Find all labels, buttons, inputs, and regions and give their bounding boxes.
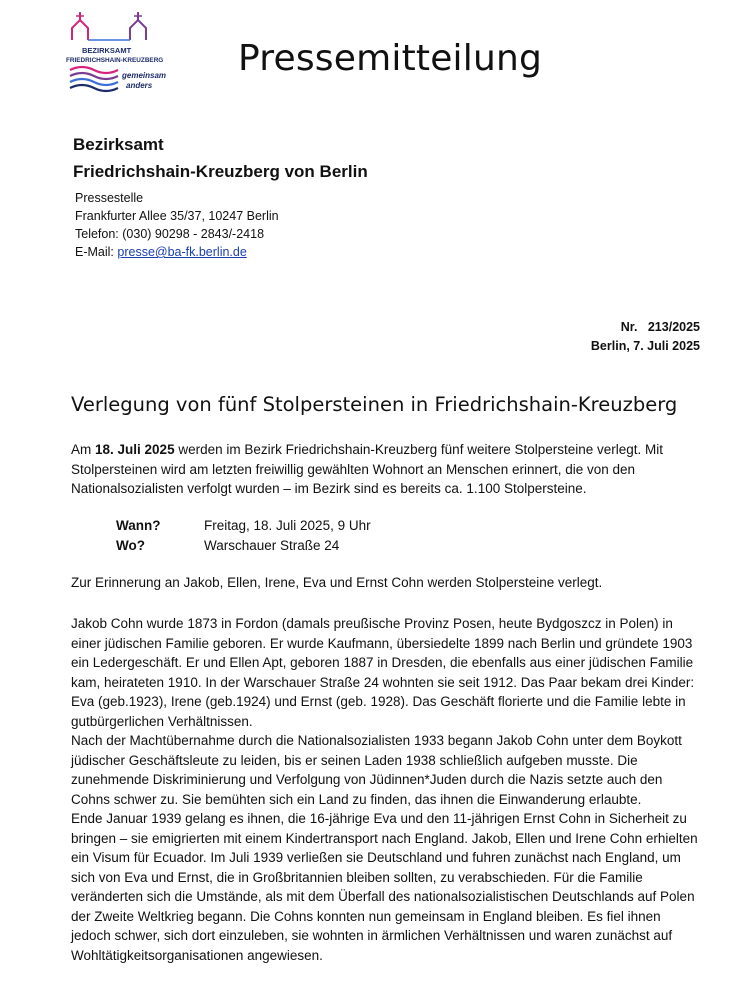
event-when bbox=[116, 516, 371, 536]
email-line bbox=[75, 243, 279, 261]
intro-date: 18. Juli 2025 bbox=[95, 442, 175, 457]
event-where bbox=[116, 536, 371, 556]
logo-motto2: anders bbox=[126, 81, 153, 90]
email-link[interactable]: presse@ba-fk.berlin.de bbox=[117, 245, 247, 259]
biography-paragraph: Nach der Machtübernahme durch die Nationalsozialisten 1933 begann Jakob Cohn unter dem Boykott jüdischer Geschäftsleute zu leiden, bis er seinen Laden 1938 schließlich aufgeben musste. Die zunehmende Diskriminierung und Verfolgung von Jüdinnen*Juden durch die Nazis setzte auch den Cohns schwer zu. Sie bemühten sich ein Land zu finden, das ihnen die Einwanderung erlaubte. bbox=[71, 733, 682, 807]
logo-line2: FRIEDRICHSHAIN-KREUZBERG bbox=[66, 57, 164, 64]
intro-post: werden im Bezirk Friedrichshain-Kreuzberg fünf weitere Stolpersteine verlegt. Mit Stolpersteinen wird am letzten freiwillig gewählten Wohnort an Menschen erinnert, die von den Nationalsozialisten verfolgt wurden – im Bezirk sind es bereits ca. 1.100 Stolpersteine. bbox=[71, 442, 664, 496]
press-office: Pressestelle bbox=[75, 191, 144, 205]
event-when-label: Wann? bbox=[116, 518, 161, 533]
place-date: Berlin, 7. Juli 2025 bbox=[590, 339, 700, 353]
event-details bbox=[116, 516, 371, 556]
logo-line1: BEZIRKSAMT bbox=[82, 46, 132, 55]
event-where-label: Wo? bbox=[116, 538, 145, 553]
address: Frankfurter Allee 35/37, 10247 Berlin bbox=[75, 209, 279, 223]
district-logo-graphic bbox=[62, 6, 180, 102]
organization-line1: Bezirksamt bbox=[73, 135, 164, 154]
contact-block bbox=[75, 189, 279, 261]
remembrance-paragraph: Zur Erinnerung an Jakob, Ellen, Irene, Eva und Ernst Cohn werden Stolpersteine verlegt. bbox=[71, 575, 603, 590]
reference-block bbox=[591, 318, 700, 356]
logo-motto1: gemeinsam bbox=[122, 71, 167, 80]
organization-line2: Friedrichshain-Kreuzberg von Berlin bbox=[73, 162, 368, 181]
phone: Telefon: (030) 90298 - 2843/-2418 bbox=[75, 227, 265, 241]
event-when-value: Freitag, 18. Juli 2025, 9 Uhr bbox=[204, 518, 371, 533]
biography-text bbox=[71, 614, 701, 965]
intro-paragraph bbox=[71, 440, 701, 499]
press-number-value: 213/2025 bbox=[647, 320, 700, 334]
intro-pre: Am bbox=[71, 442, 96, 457]
email-label: E-Mail: bbox=[75, 245, 118, 259]
press-number bbox=[591, 318, 700, 337]
organization-name bbox=[73, 131, 368, 185]
document-title: Pressemitteilung bbox=[238, 38, 543, 79]
headline: Verlegung von fünf Stolpersteinen in Friedrichshain-Kreuzberg bbox=[71, 393, 678, 416]
biography-paragraph: Ende Januar 1939 gelang es ihnen, die 16-jährige Eva und den 11-jährigen Ernst Cohn in Sicherheit zu bringen – sie emigrierten mit einem Kindertransport nach England. Jakob, Ellen und Irene Cohn erhielten ein Visum für Ecuador. Im Juli 1939 verließen sie Deutschland und fuhren zunächst nach England, um sich von Eva und Ernst, die in Großbritannien bleiben sollten, zu verabschieden. Für die Familie veränderten sich die Umstände, als mit dem Überfall des nationalsozialistischen Deutschlands auf Polen der Zweite Weltkrieg begann. Die Cohns konnten nun gemeinsam in England bleiben. Es fiel ihnen jedoch schwer, sich dort einzuleben, sie wohnten in ärmlichen Verhältnissen und waren zunächst auf Wohltätigkeitsorganisationen angewiesen. bbox=[71, 811, 698, 963]
biography-paragraph: Jakob Cohn wurde 1873 in Fordon (damals preußische Provinz Posen, heute Bydgoszcz in Polen) in einer jüdischen Familie geboren. Er wurde Kaufmann, übersiedelte 1899 nach Berlin und gründete 1903 ein Ledergeschäft. Er und Ellen Apt, geboren 1887 in Dresden, die ebenfalls aus einer jüdischen Familie kam, heirateten 1910. In der Warschauer Straße 24 wohnten sie seit 1912. Das Paar bekam drei Kinder: Eva (geb.1923), Irene (geb.1924) und Ernst (geb. 1928). Das Geschäft florierte und die Familie lebte in gutbürgerlichen Verhältnissen. bbox=[71, 616, 695, 729]
press-number-label: Nr. bbox=[620, 320, 638, 334]
event-where-value: Warschauer Straße 24 bbox=[204, 538, 340, 553]
district-logo bbox=[62, 6, 180, 102]
